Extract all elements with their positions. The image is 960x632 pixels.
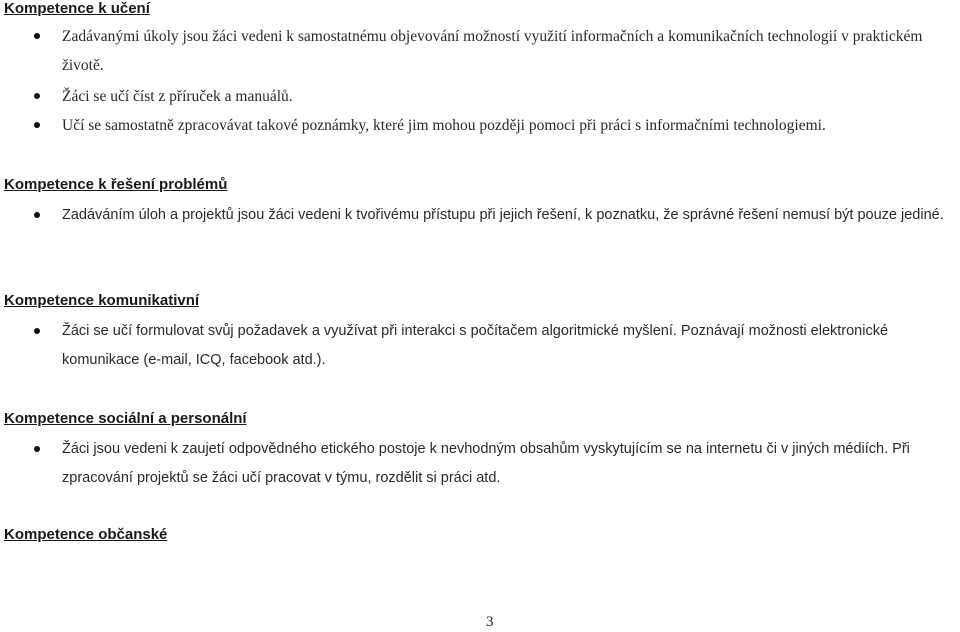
bullet-icon bbox=[34, 446, 40, 452]
list-item bbox=[34, 111, 944, 140]
list-item bbox=[34, 201, 944, 230]
list-item bbox=[34, 435, 944, 493]
list-item-text: Žáci jsou vedeni k zaujetí odpovědného etického postoje k nevhodným obsahům vyskytujícím se na internetu či v jiných médiích. Při zpracování projektů se žáci učí pracovat v týmu, rozdělit si práci atd. bbox=[62, 441, 910, 486]
list-item-text: Učí se samostatně zpracovávat takové poznámky, které jim mohou později pomoci při práci s informačními technologiemi. bbox=[62, 117, 826, 134]
section-heading-civic: Kompetence občanské bbox=[4, 526, 168, 543]
list-item-text: Zadávanými úkoly jsou žáci vedeni k samostatnému objevování možností využití informačních a komunikačních technologií v praktickém životě. bbox=[62, 28, 923, 74]
section-heading-learning: Kompetence k učení bbox=[4, 0, 150, 17]
bullet-icon bbox=[34, 93, 40, 99]
section-heading-communication: Kompetence komunikativní bbox=[4, 292, 200, 309]
list-item-text: Žáci se učí číst z příruček a manuálů. bbox=[62, 88, 293, 105]
list-item bbox=[34, 317, 944, 375]
bullet-icon bbox=[34, 33, 40, 39]
list-item-text: Žáci se učí formulovat svůj požadavek a využívat při interakci s počítačem algoritmické myšlení. Poznávají možnosti elektronické komunikace (e-mail, ICQ, facebook atd.). bbox=[62, 323, 889, 368]
page-number: 3 bbox=[486, 614, 494, 630]
list-item bbox=[34, 82, 944, 111]
bullet-icon bbox=[34, 212, 40, 218]
section-heading-social-personal: Kompetence sociální a personální bbox=[4, 410, 247, 427]
list-item-text: Zadáváním úloh a projektů jsou žáci vedeni k tvořivému přístupu při jejich řešení, k poznatku, že správné řešení nemusí být pouze jediné. bbox=[62, 207, 944, 223]
list-item bbox=[34, 22, 944, 80]
section-heading-problem-solving: Kompetence k řešení problémů bbox=[4, 176, 228, 193]
bullet-icon bbox=[34, 328, 40, 334]
bullet-icon bbox=[34, 122, 40, 128]
